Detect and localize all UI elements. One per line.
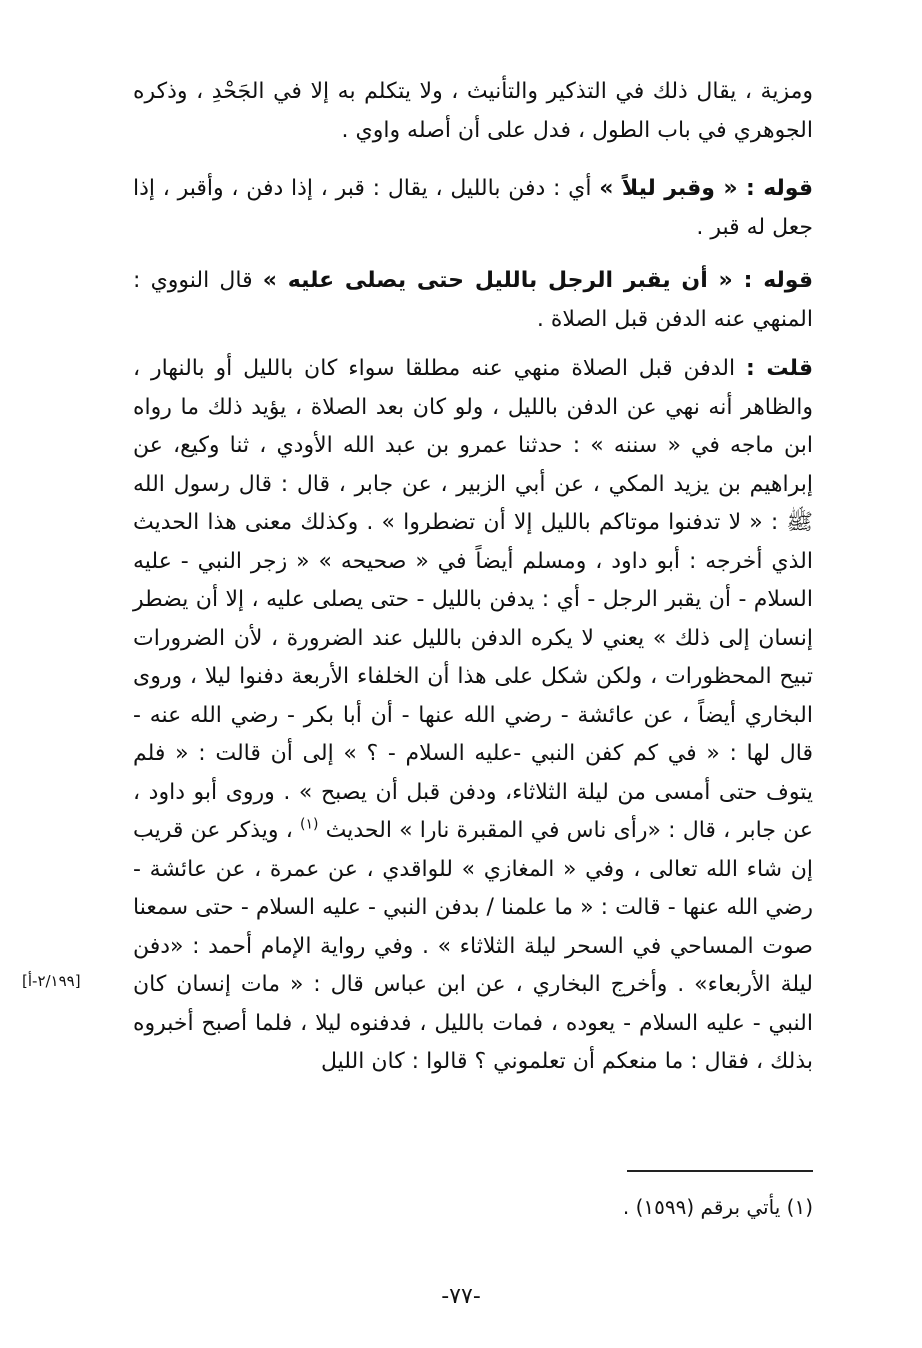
paragraph-4 bbox=[133, 350, 813, 1082]
paragraph-1 bbox=[133, 73, 813, 150]
paragraph-1-text: ومزية ، يقال ذلك في التذكير والتأنيث ، ولا يتكلم به إلا في الجَحْدِ ، وذكره الجوهري في باب الطول ، فدل على أن أصله واوي . bbox=[133, 79, 813, 143]
footnote-reference: (١) bbox=[299, 816, 319, 833]
paragraph-2 bbox=[133, 170, 813, 247]
footnote: (١) يأتي برقم (١٥٩٩) . bbox=[622, 1195, 813, 1219]
paragraph-4-lead: قلت : bbox=[745, 356, 813, 381]
manuscript-margin-note: [٢/١٩٩-أ] bbox=[22, 972, 81, 990]
paragraph-3-text: قال النووي : المنهي عنه الدفن قبل الصلاة . bbox=[133, 268, 813, 332]
footnote-divider bbox=[627, 1170, 813, 1172]
paragraph-2-text: أي : دفن بالليل ، يقال : قبر ، إذا دفن ، وأقبر ، إذا جعل له قبر . bbox=[133, 176, 813, 240]
paragraph-3-lead: قوله : « أن يقبر الرجل بالليل حتى يصلى عليه » bbox=[262, 268, 814, 293]
page-number: -٧٧- bbox=[441, 1284, 481, 1309]
paragraph-2-lead: قوله : « وقبر ليلاً » bbox=[599, 176, 814, 201]
paragraph-3 bbox=[133, 262, 813, 339]
paragraph-4-text-part-2: ، ويذكر عن قريب إن شاء الله تعالى ، وفي « المغازي » للواقدي ، عن عمرة ، عن عائشة - رضي الله عنها - قالت : « ما علمنا / بدفن النبي - عليه السلام - حتى سمعنا صوت المساحي في السحر ليلة الثلاثاء » . وفي رواية الإمام أحمد : «دفن ليلة الأربعاء» . وأخرج البخاري ، عن ابن عباس قال : « مات إنسان كان النبي - عليه السلام - يعوده ، فمات بالليل ، فدفنوه ليلا ، فلما أصبح أخبروه بذلك ، فقال : ما منعكم أن تعلموني ؟ قالوا : كان الليل bbox=[133, 818, 813, 1074]
paragraph-4-text-part-1: الدفن قبل الصلاة منهي عنه مطلقا سواء كان بالليل أو بالنهار ، والظاهر أنه نهي عن الدفن بالليل ، ولو كان بعد الصلاة ، يؤيد ذلك ما رواه ابن ماجه في « سننه » : حدثنا عمرو بن عبد الله الأودي ، ثنا وكيع، عن إبراهيم بن يزيد المكي ، عن أبي الزبير ، عن جابر ، قال : قال رسول الله ﷺ : « لا تدفنوا موتاكم بالليل إلا أن تضطروا » . وكذلك معنى هذا الحديث الذي أخرجه : أبو داود ، ومسلم أيضاً في « صحيحه » « زجر النبي - عليه السلام - أن يقبر الرجل - أي : يدفن بالليل - حتى يصلى عليه ، إلا أن يضطر إنسان إلى ذلك » يعني لا يكره الدفن بالليل عند الضرورة ، لأن الضرورات تبيح المحظورات ، ولكن شكل على هذا أن الخلفاء الأربعة دفنوا ليلا ، وروى البخاري أيضاً ، عن عائشة - رضي الله عنها - أن أبا بكر - رضي الله عنه - قال لها : « في كم كفن النبي -عليه السلام - ؟ » إلى أن قالت : « فلم يتوف حتى أمسى من ليلة الثلاثاء، ودفن قبل أن يصبح » . وروى أبو داود ، عن جابر ، قال : «رأى ناس في المقبرة نارا » الحديث bbox=[133, 356, 813, 843]
